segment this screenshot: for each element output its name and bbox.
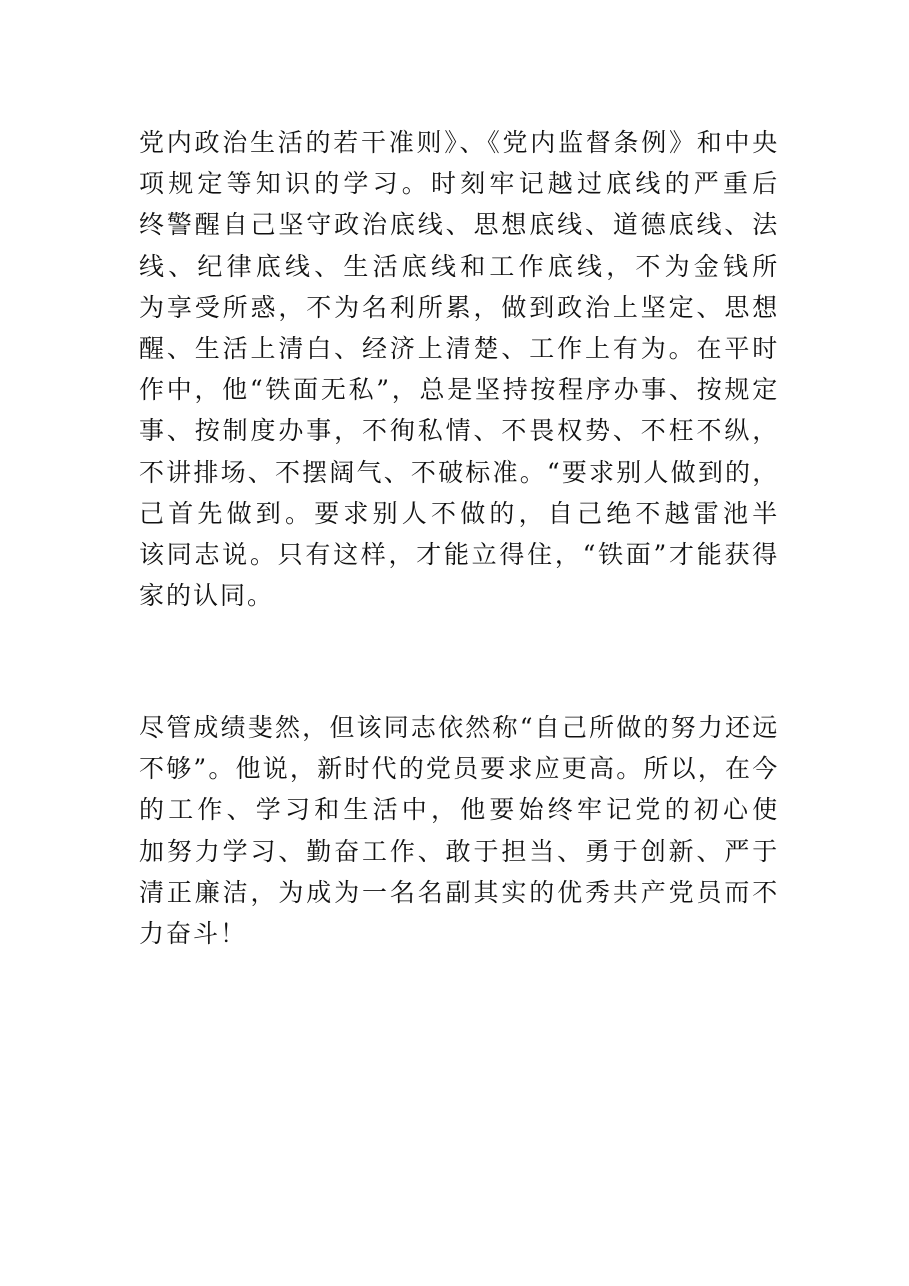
paragraph-2-line: 不够”。他说，新时代的党员要求应更高。所以，在今 — [139, 754, 779, 784]
paragraph-1-line: 不讲排场、不摆阔气、不破标准。“要求别人做到的， — [139, 457, 779, 487]
paragraph-1-line: 为享受所惑，不为名利所累，做到政治上坚定、思想 — [139, 292, 779, 322]
paragraph-1-line: 该同志说。只有这样，才能立得住，“铁面”才能获得 — [139, 539, 779, 569]
paragraph-1 — [139, 122, 779, 616]
paragraph-1-line: 事、按制度办事，不徇私情、不畏权势、不枉不纵， — [139, 416, 779, 446]
paragraph-2-line: 尽管成绩斐然，但该同志依然称“自己所做的努力还远 — [139, 713, 779, 742]
paragraph-2-line: 力奋斗！ — [139, 918, 248, 948]
paragraph-1-line: 醒、生活上清白、经济上清楚、工作上有为。在平时 — [139, 333, 779, 363]
paragraph-1-line: 党内政治生活的若干准则》、《党内监督条例》和中央 — [139, 128, 779, 157]
paragraph-1-line: 线、纪律底线、生活底线和工作底线，不为金钱所 — [139, 251, 779, 281]
paragraph-1-line: 终警醒自己坚守政治底线、思想底线、道德底线、法 — [139, 210, 779, 240]
paragraph-2-line: 清正廉洁，为成为一名名副其实的优秀共产党员而不 — [139, 877, 779, 907]
paragraph-1-line: 项规定等知识的学习。时刻牢记越过底线的严重后 — [139, 169, 779, 199]
paragraph-2-line: 加努力学习、勤奋工作、敢于担当、勇于创新、严于 — [139, 836, 779, 866]
paragraph-1-line: 作中，他“铁面无私”，总是坚持按程序办事、按规定 — [139, 375, 779, 405]
paragraph-1-line: 家的认同。 — [139, 581, 275, 611]
paragraph-1-line: 己首先做到。要求别人不做的，自己绝不越雷池半 — [139, 498, 779, 528]
paragraph-2-line: 的工作、学习和生活中，他要始终牢记党的初心使 — [139, 795, 779, 825]
paragraph-2 — [139, 707, 779, 954]
